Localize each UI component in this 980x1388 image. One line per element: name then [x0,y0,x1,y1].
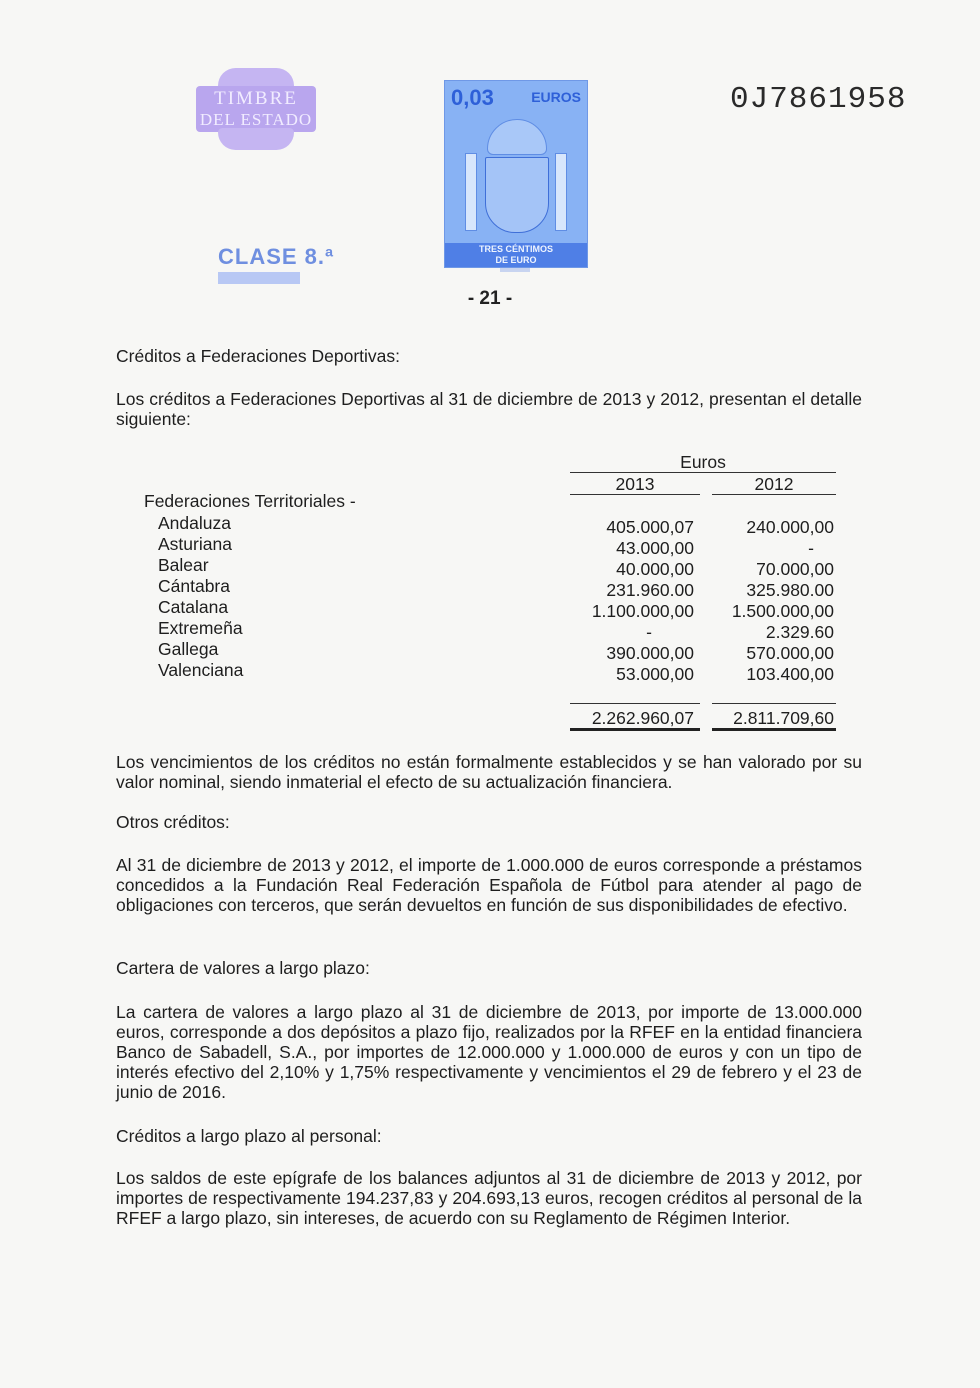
value-2013: 231.960.00 [606,580,694,600]
heading-creditos-personal: Créditos a largo plazo al personal: [116,1126,382,1146]
value-2013: 390.000,00 [606,643,694,663]
paragraph-cartera-valores: La cartera de valores a largo plazo al 31 de diciembre de 2013, por importe de 13.000.000 euros, corresponde a dos depósitos a plazo fijo, realizados por la RFEF en la entidad financiera Banco de Sabadell, S.A., por importes de 12.000.000 y 1.000.000 de euros y con un tipo de interés efectivo del 2,10% y 1,75% respectivamente y vencimientos el 29 de febrero y el 23 de junio de 2016. [116,1002,862,1102]
rule-euros [570,472,836,473]
timbre-del-estado-seal [196,66,316,152]
seal-ornament-icon [218,128,294,150]
paragraph-vencimientos: Los vencimientos de los créditos no están formalmente establecidos y se han valorado por su valor nominal, siendo inmaterial el efecto de su actualización financiera. [116,752,862,792]
stamp-value: 0,03 [451,85,494,110]
row-label: Catalana [158,597,229,617]
page-number: - 21 - [467,288,513,309]
value-2013: - [646,622,652,642]
row-label: Balear [158,555,209,575]
tax-stamp [444,80,588,268]
row-label: Gallega [158,639,219,659]
value-2012: 570.000,00 [746,643,834,663]
heading-cartera-valores: Cartera de valores a largo plazo: [116,958,370,978]
rule-2013 [570,494,700,495]
value-2012: 325.980.00 [746,580,834,600]
pillar-icon [555,153,567,231]
stamp-currency: EUROS [531,89,581,105]
value-2013: 53.000,00 [616,664,694,684]
value-2012: 70.000,00 [756,559,834,579]
value-2013: 40.000,00 [616,559,694,579]
clase-label: CLASE 8.ª [218,244,335,269]
serial-number: 0J7861958 [730,82,907,117]
value-2013: 43.000,00 [616,538,694,558]
rule-total-double-2012 [712,728,836,731]
value-2013: 1.100.000,00 [591,601,694,621]
rule-2012 [712,494,836,495]
total-2013: 2.262.960,07 [591,708,694,728]
row-label: Valenciana [158,660,244,680]
row-label: Asturiana [158,534,232,554]
rule-total-top-2013 [570,703,700,704]
total-2012: 2.811.709,60 [733,708,834,728]
value-2013: 405.000,07 [606,517,694,537]
group-label: Federaciones Territoriales - [144,491,356,511]
stamp-band [445,243,587,267]
seal-line-1: TIMBRE [214,88,298,109]
row-label: Extremeña [158,618,243,638]
paragraph-otros-creditos: Al 31 de diciembre de 2013 y 2012, el importe de 1.000.000 de euros corresponde a préstamos concedidos a la Fundación Real Federación Española de Fútbol para atender al pago de obligaciones con terceros, que serán devueltos en función de sus disponibilidades de efectivo. [116,855,862,915]
value-2012: 2.329.60 [765,622,834,642]
seal-line-2: DEL ESTADO [199,110,313,129]
value-2012: 1.500.000,00 [731,601,834,621]
rule-total-top-2012 [712,703,836,704]
stamp-printer-mark [500,268,530,272]
table-unit-header: Euros [680,452,726,472]
heading-otros-creditos: Otros créditos: [116,812,230,832]
row-label: Cántabra [158,576,230,596]
row-label: Andaluza [158,513,231,533]
rule-total-double-2013 [570,728,700,731]
heading-creditos-federaciones: Créditos a Federaciones Deportivas: [116,346,401,366]
value-2012: 240.000,00 [746,517,834,537]
crown-icon [487,119,547,155]
pillar-icon [465,153,477,231]
stamp-band-line-1: TRES CÉNTIMOS [478,244,553,254]
intro-paragraph: Los créditos a Federaciones Deportivas al 31 de diciembre de 2013 y 2012, presentan el detalle siguiente: [116,389,862,429]
paragraph-creditos-personal: Los saldos de este epígrafe de los balances adjuntos al 31 de diciembre de 2013 y 2012, por importes de respectivamente 194.237,83 y 204.693,13 euros, recogen créditos al personal de la RFEF a largo plazo, sin intereses, de acuerdo con su Reglamento de Régimen Interior. [116,1168,862,1228]
value-2012: 103.400,00 [746,664,834,684]
column-header-2012: 2012 [754,474,794,494]
clase-bar [218,272,300,284]
coat-of-arms-icon [485,157,549,233]
value-2012: - [808,538,814,558]
column-header-2013: 2013 [615,474,655,494]
stamp-band-line-2: DE EURO [495,255,537,265]
